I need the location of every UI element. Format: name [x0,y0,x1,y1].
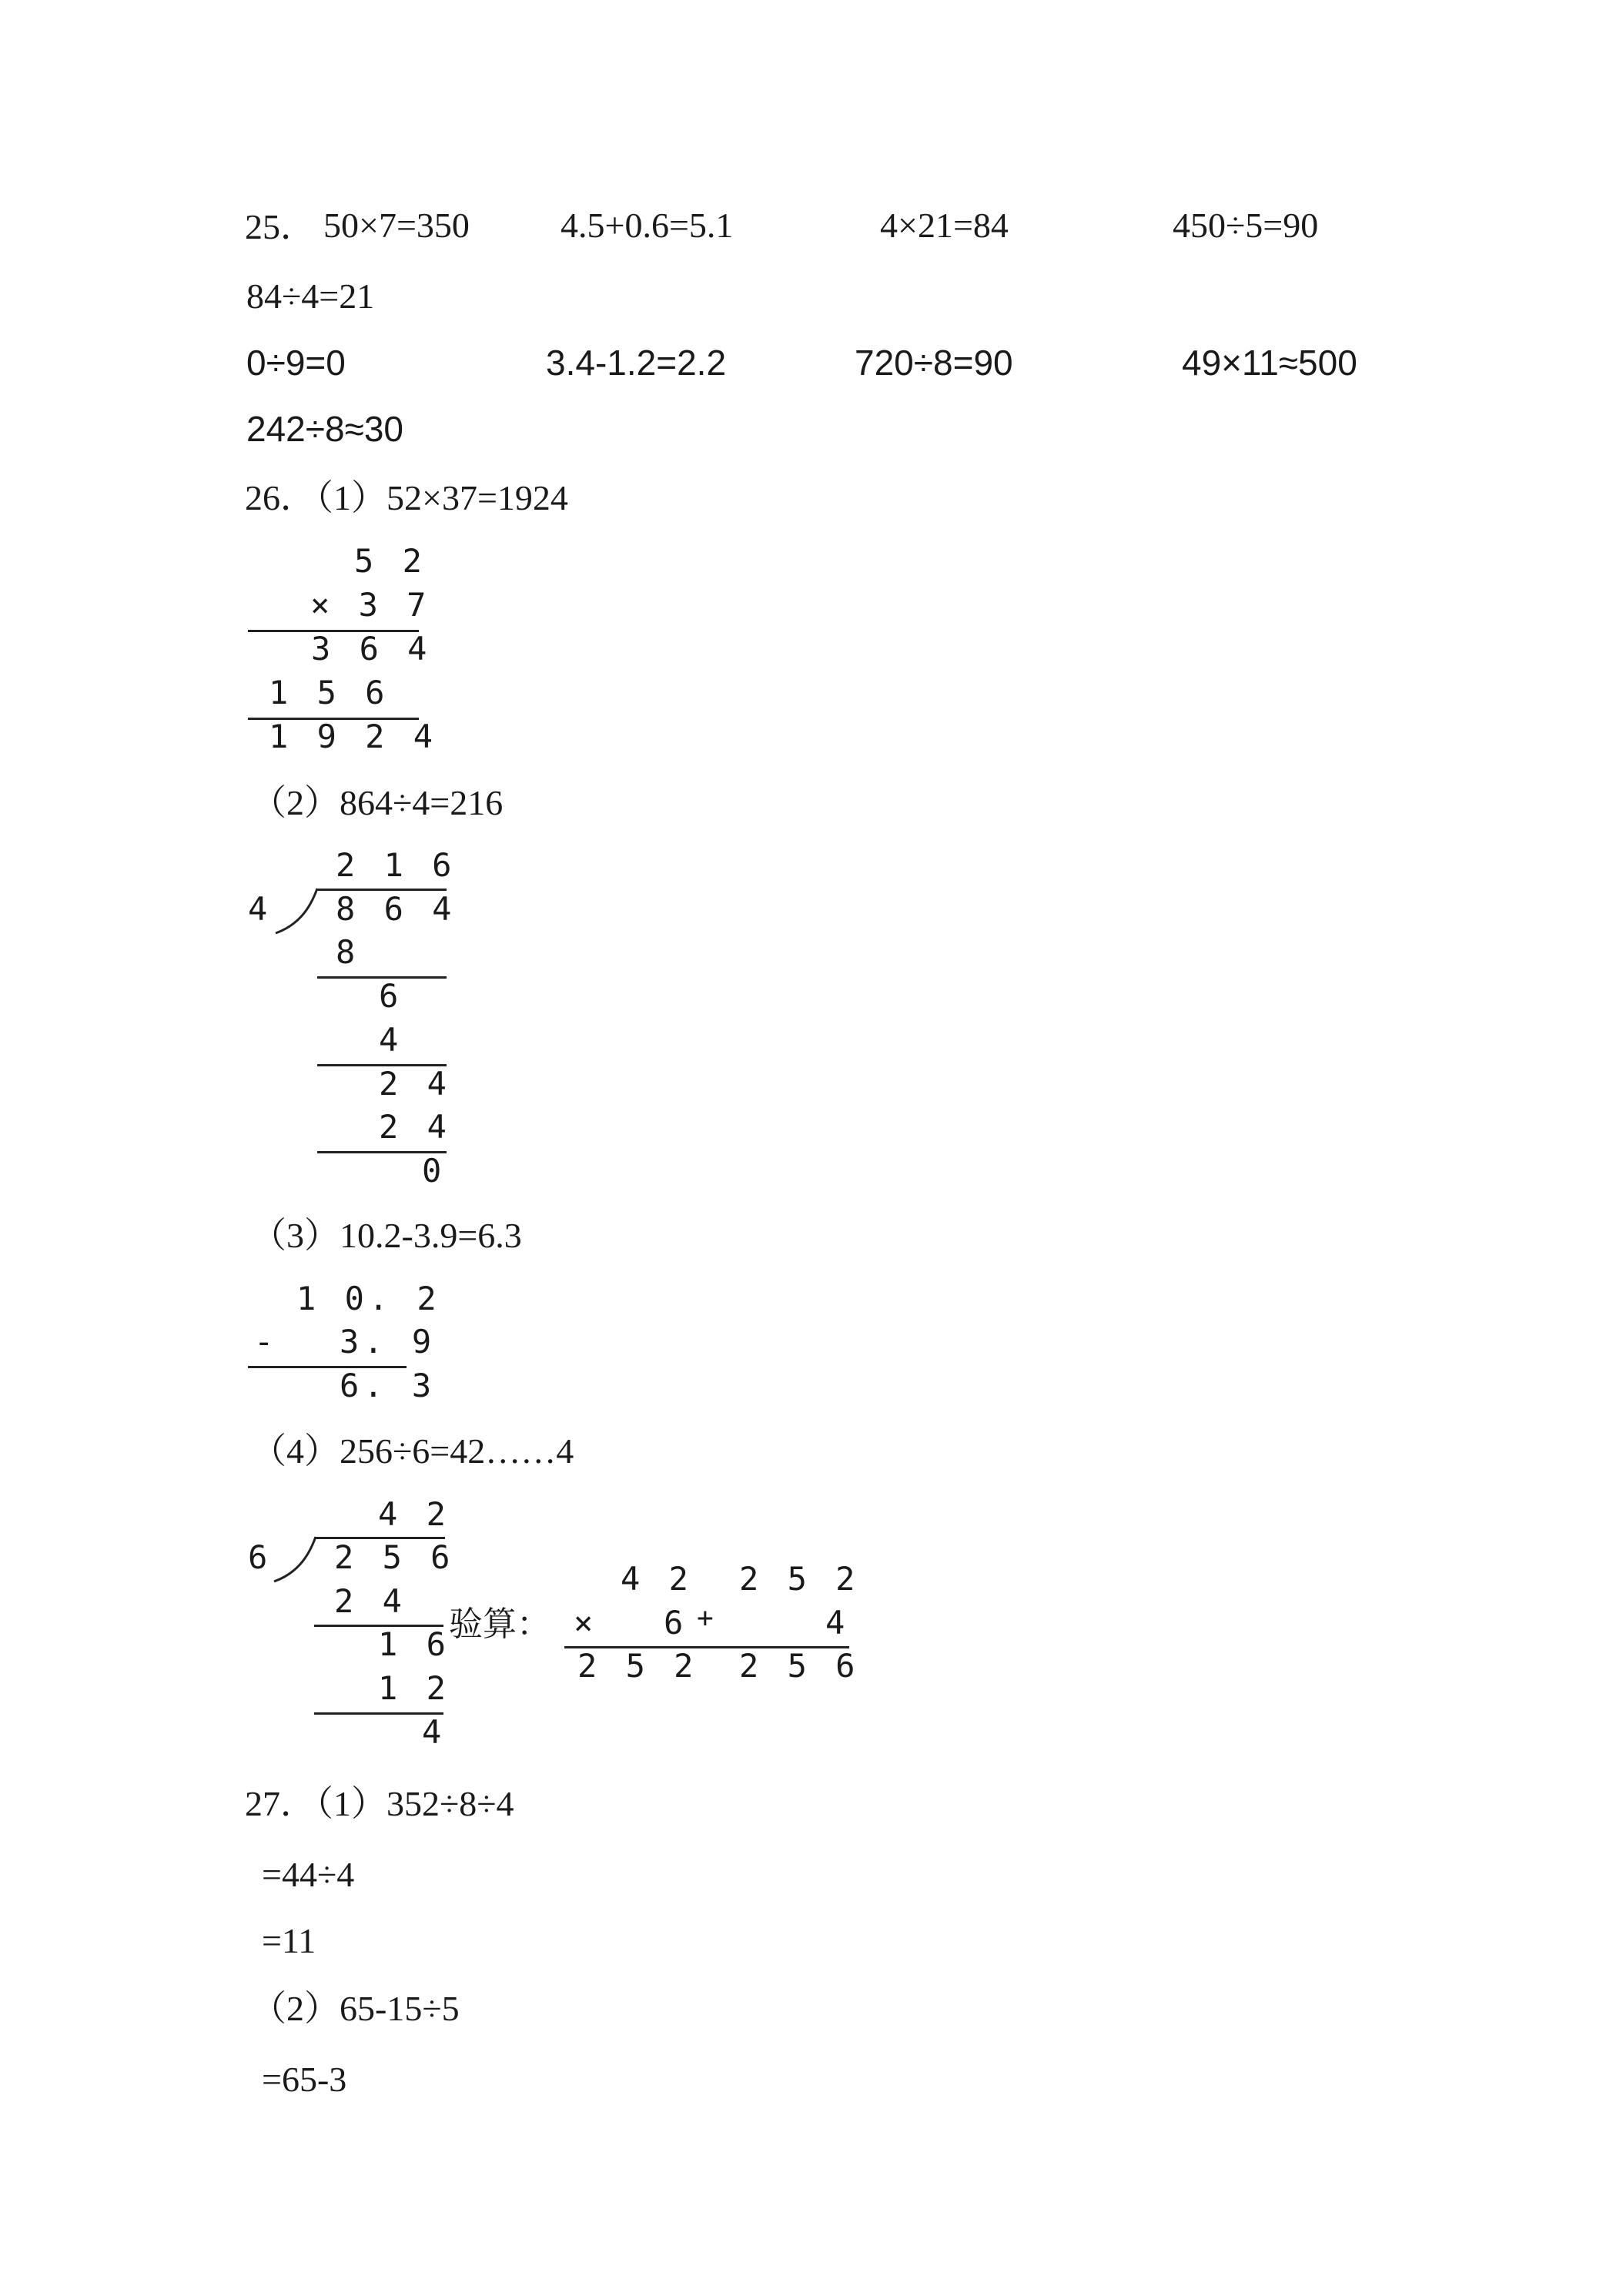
q26-p2-label: （2）864÷4=216 [251,783,504,822]
q27-p1-line-1: 27．（1）352÷8÷4 [245,1784,514,1823]
q26-p3-line-1: 1 0. 2 [296,1280,441,1317]
q26-p4-check-times: × [574,1604,594,1642]
q25-eq-8: 720÷8=90 [855,343,1013,383]
q26-label: 26．（1）52×37=1924 [245,478,568,517]
q25-eq-2: 4.5+0.6=5.1 [561,206,734,245]
q26-p4-check-plus: + [697,1602,714,1634]
q26-p3-result: 6. 3 [340,1367,437,1404]
q25-eq-7: 3.4-1.2=2.2 [546,343,727,383]
q26-p1-line-1: 5 2 [354,542,427,580]
q26-p2-step-1: 8 [336,933,356,971]
q26-p3-label: （3）10.2-3.9=6.3 [251,1216,522,1255]
q26-p4-check-mult-result: 2 5 2 [577,1647,698,1685]
q27-p1-line-2: =44÷4 [262,1855,355,1894]
q26-p2-dividend: 8 6 4 [336,890,457,928]
q26-p3-minus: - [254,1323,274,1361]
q26-p4-step-3: 1 2 [378,1669,450,1707]
q26-p4-check-plus-result: 2 5 6 [739,1647,860,1685]
q26-p4-check-label: 验算： [449,1605,550,1643]
q26-p3-line-2: 3. 9 [340,1323,437,1361]
q25-eq-1: 50×7=350 [323,206,470,245]
q26-p4-check-mult-line-1: 4 2 [621,1560,693,1598]
q26-p2-step-3: 4 [379,1021,399,1059]
q26-p4-check-mult-line-2: 6 [664,1604,684,1642]
q26-p4-divisor: 6 [248,1538,268,1576]
q26-p4-check-plus-line-1: 2 5 2 [739,1560,860,1598]
q26-p4-quotient: 4 2 [378,1495,450,1533]
q26-p1-line-2: × 3 7 [310,586,431,624]
q26-p2-divisor: 4 [248,890,268,928]
q26-p1-line-3: 3 6 4 [311,630,432,668]
q26-p1-line-4: 1 5 6 [269,674,390,711]
q25-eq-3: 4×21=84 [880,206,1009,245]
q26-p2-quotient: 2 1 6 [336,846,457,884]
q27-p2-line-1: （2）65-15÷5 [251,1989,460,2028]
q26-p4-division-bracket [273,1535,319,1585]
q27-p2-line-2: =65-3 [262,2060,347,2099]
q25-eq-10: 242÷8≈30 [246,409,403,449]
q26-p2-step-5: 2 4 [379,1108,451,1146]
q25-eq-5: 84÷4=21 [246,276,375,316]
q26-p4-step-2: 1 6 [378,1625,450,1663]
q25-eq-4: 450÷5=90 [1173,206,1319,245]
q26-p2-step-2: 6 [379,977,399,1015]
q25-eq-9: 49×11≈500 [1182,343,1357,383]
q26-p2-step-4: 2 4 [379,1065,451,1103]
q26-p4-label: （4）256÷6=42……4 [251,1431,574,1471]
q26-p1-line-5: 1 9 2 4 [269,718,438,755]
q25-label: 25． [245,207,316,246]
q27-p1-line-3: =11 [262,1921,316,1960]
q26-p4-remainder: 4 [422,1713,442,1751]
q26-p2-remainder: 0 [422,1152,442,1190]
q26-p4-dividend: 2 5 6 [334,1538,455,1576]
q26-p4-check-plus-line-2: 4 [825,1604,845,1642]
q25-eq-6: 0÷9=0 [246,343,346,383]
q26-p2-division-bracket [274,887,320,936]
q26-p4-step-1: 2 4 [334,1582,407,1620]
